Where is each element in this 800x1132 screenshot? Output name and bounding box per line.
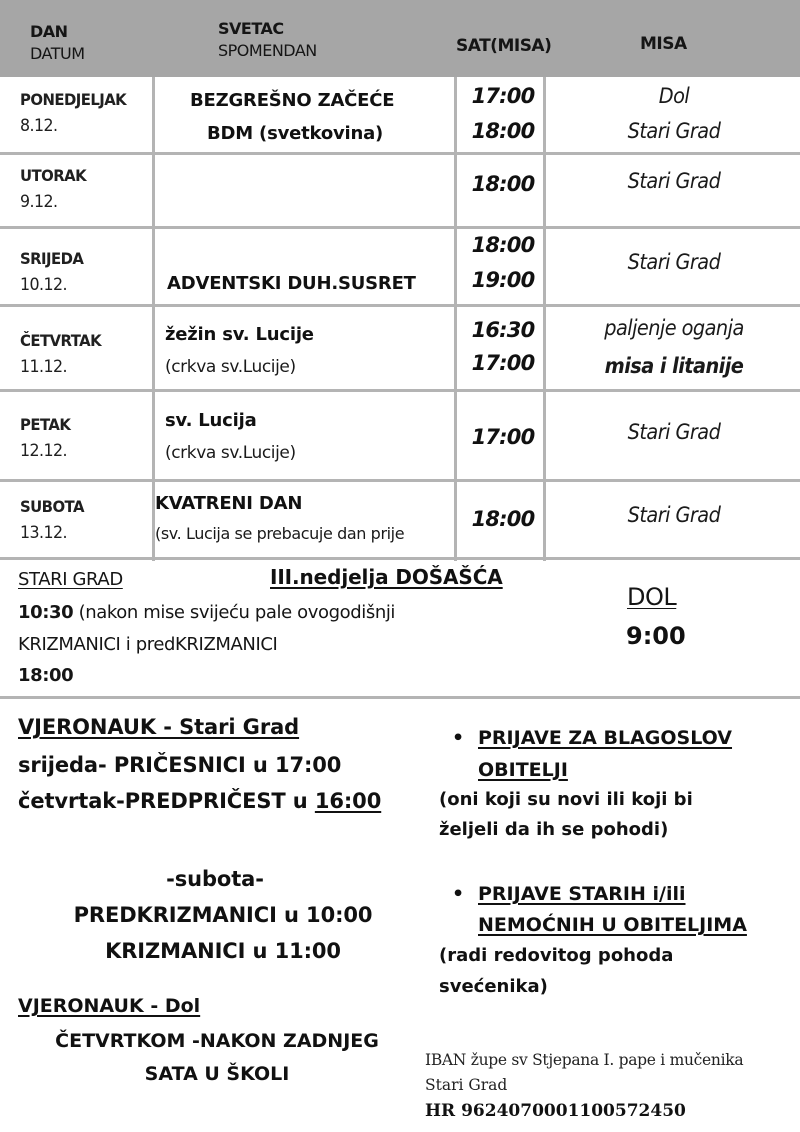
mass-time: 19:00 [471,268,535,292]
table-row-day [20,163,86,215]
saint-name: ADVENTSKI DUH.SUSRET [167,273,416,294]
day-name: PETAK [20,415,71,434]
saturday-title: -subota- [166,867,264,891]
announcement-2-note-1: (radi redovitog pohoda [439,945,674,966]
grid-vline [454,77,457,561]
iban-label: IBAN župe sv Stjepana I. pape i mučenika [425,1051,744,1069]
table-row-day [20,87,126,139]
grid-hline [0,226,800,229]
header-col-saint [218,18,317,62]
day-name: UTORAK [20,166,87,185]
vjeronauk-dol-title: VJERONAUK - Dol [18,995,201,1017]
mass-time: 18:00 [471,172,535,196]
sunday-time-2: 18:00 [18,665,74,686]
saint-note: (crkva sv.Lucije) [165,357,296,377]
announcement-2-note-2: svećenika) [439,976,548,997]
day-name: SRIJEDA [20,249,84,268]
announcement-1-title-1: • PRIJAVE ZA BLAGOSLOV [478,727,732,749]
mass-place: paljenje oganja [604,316,744,340]
announcement-2-title-2: NEMOĆNIH U OBITELJIMA [478,914,747,936]
announcement-1-title-2: OBITELJI [478,759,568,781]
announcement-2-title-1: • PRIJAVE STARIH i/ili [478,883,686,905]
grid-hline [0,696,800,699]
sunday-title: III.nedjelja DOŠAŠĆA [270,565,503,589]
dol-label: DOL [627,583,677,611]
grid-hline [0,479,800,482]
header-col-day [30,21,85,65]
announcement-1-note-1: (oni koji su novi ili koji bi [439,789,693,810]
table-row-day [20,328,101,380]
announcement-1-note-2: željeli da ih se pohodi) [439,819,669,840]
vjeronauk-sg-line2 [18,789,381,813]
saint-name: BEZGREŠNO ZAČEĆE [190,90,395,111]
mass-place: Stari Grad [627,503,721,527]
sunday-note-line2: KRIZMANICI i predKRIZMANICI [18,634,278,655]
header-saint-label: SVETAC [218,19,284,38]
vjeronauk-dol-line2: SATA U ŠKOLI [144,1063,290,1085]
header-col-mass: MISA [640,34,687,54]
grid-hline [0,304,800,307]
day-name: SUBOTA [20,497,84,516]
mass-place: Stari Grad [627,119,721,143]
mass-place: misa i litanije [604,354,744,378]
sunday-time-1-note: (nakon mise svijeću pale ovogodišnji [73,602,396,623]
grid-hline [0,557,800,560]
header-date-label: DATUM [30,44,85,63]
mass-time: 17:00 [471,425,535,449]
table-row-day [20,494,84,546]
saint-name: KVATRENI DAN [155,493,303,514]
vjeronauk-sg-line2-text: četvrtak-PREDPRIČEST u [18,789,315,813]
day-name: PONEDJELJAK [20,90,127,109]
sunday-mass-1 [18,602,395,623]
day-date: 13.12. [20,523,67,543]
mass-time: 17:00 [471,84,535,108]
grid-hline [0,152,800,155]
vjeronauk-sg-line1: srijeda- PRIČESNICI u 17:00 [18,753,342,777]
day-date: 9.12. [20,192,58,212]
iban-parish-place: Stari Grad [425,1076,508,1094]
day-date: 8.12. [20,116,58,136]
table-row-day [20,412,70,464]
header-day-label: DAN [30,22,68,41]
dol-time: 9:00 [626,622,686,650]
saturday-line1: PREDKRIZMANICI u 10:00 [73,903,373,927]
header-col-time: SAT(MISA) [456,36,552,56]
vjeronauk-sg-title: VJERONAUK - Stari Grad [18,715,300,739]
saint-name: sv. Lucija [165,410,257,431]
saint-note: (sv. Lucija se prebacuje dan prije [155,524,405,543]
mass-place: Stari Grad [627,420,721,444]
mass-time: 18:00 [471,233,535,257]
mass-time: 18:00 [471,119,535,143]
grid-hline [0,389,800,392]
iban-number: HR 9624070001100572450 [425,1101,686,1121]
stari-grad-label: STARI GRAD [18,569,123,590]
table-row-day [20,246,83,298]
saint-name: žežin sv. Lucije [165,324,314,345]
mass-place: Stari Grad [627,169,721,193]
day-date: 12.12. [20,441,67,461]
vjeronauk-sg-line2-time: 16:00 [314,789,382,813]
header-memorial-label: SPOMENDAN [218,41,317,60]
saint-note: BDM (svetkovina) [207,123,384,144]
announcement-2 [478,883,686,905]
grid-vline [152,77,155,561]
mass-place: Dol [658,84,690,108]
table-header [0,0,800,77]
mass-time: 17:00 [471,351,535,375]
saint-note: (crkva sv.Lucije) [165,443,296,463]
sunday-time-1: 10:30 [18,602,74,623]
announcement-1 [478,727,732,749]
day-name: ČETVRTAK [20,331,102,350]
day-date: 10.12. [20,275,67,295]
mass-place: Stari Grad [627,250,721,274]
day-date: 11.12. [20,357,67,377]
mass-time: 16:30 [471,318,535,342]
vjeronauk-dol-line1: ČETVRTKOM -NAKON ZADNJEG [55,1030,379,1052]
mass-time: 18:00 [471,507,535,531]
saturday-line2: KRIZMANICI u 11:00 [105,939,341,963]
